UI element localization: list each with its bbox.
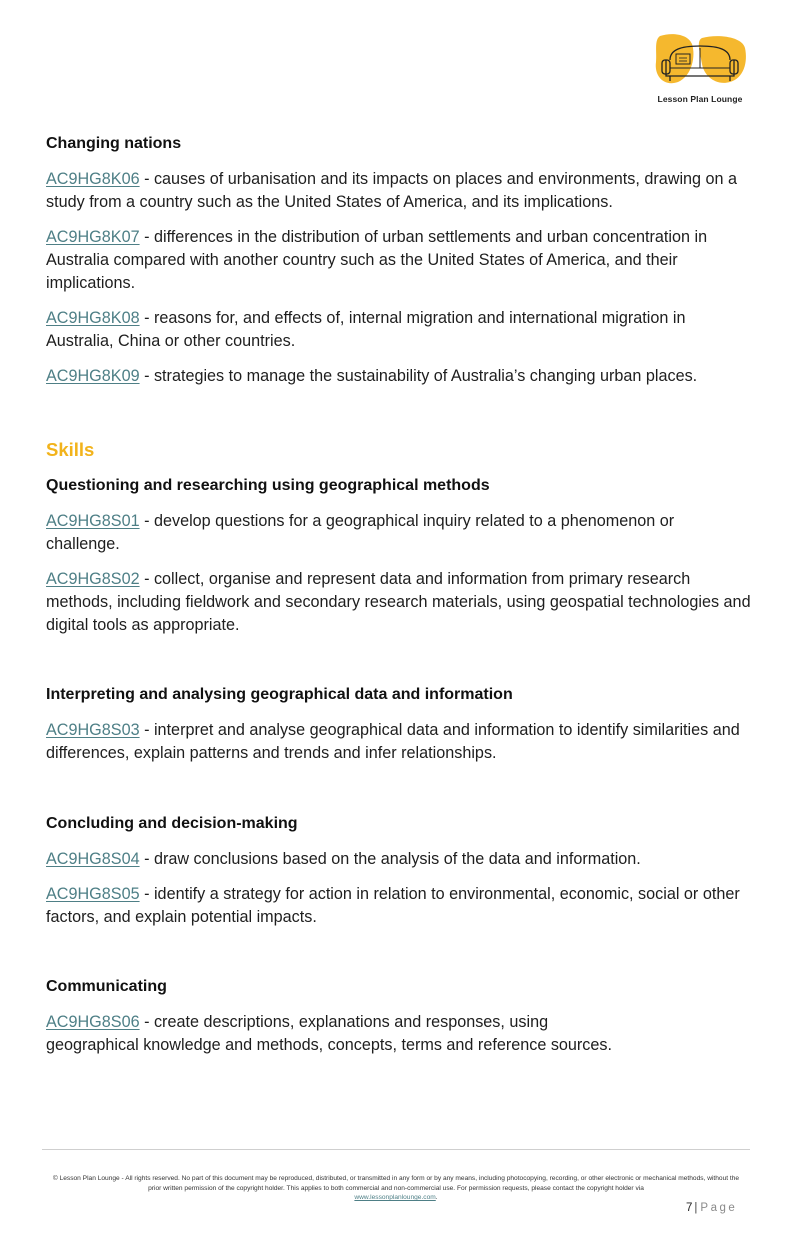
list-item <box>46 883 752 929</box>
list-item <box>46 1011 752 1057</box>
lesson-plan-lounge-logo <box>652 32 748 108</box>
item-description: - reasons for, and effects of, internal migration and international migration in Australia, China or other countries. <box>46 309 686 350</box>
heading-interpreting: Interpreting and analysing geographical data and information <box>46 686 513 703</box>
page-label: Page <box>700 1202 738 1214</box>
item-description: - collect, organise and represent data and information from primary research methods, including fieldwork and secondary research materials, using geospatial technologies and digital tools as appropriate. <box>46 570 751 634</box>
list-item <box>46 848 752 871</box>
list-item <box>46 226 752 295</box>
logo-text: Lesson Plan Lounge <box>657 94 743 104</box>
item-description: - draw conclusions based on the analysis of the data and information. <box>139 850 641 868</box>
curriculum-code-link[interactable]: AC9HG8K06 <box>46 170 140 188</box>
curriculum-code-link[interactable]: AC9HG8S06 <box>46 1013 140 1031</box>
copyright-text: © Lesson Plan Lounge - All rights reserved. No part of this document may be reproduced, distributed, or transmitted in any form or by any means, including photocopying, recording, or other electronic or mechanical methods, without the prior written permission of the copyright holder. This applies to both commercial and non-commercial use. For permission requests, please contact the copyright holder via <box>52 1175 740 1192</box>
curriculum-code-link[interactable]: AC9HG8S04 <box>46 850 140 868</box>
page-number-value: 7 <box>686 1202 693 1214</box>
list-item <box>46 307 752 353</box>
list-item <box>46 510 752 556</box>
section-title-skills: Skills <box>46 439 95 460</box>
list-item <box>46 365 752 388</box>
curriculum-code-link[interactable]: AC9HG8S01 <box>46 512 140 530</box>
item-description: - identify a strategy for action in relation to environmental, economic, social or other factors, and explain potential impacts. <box>46 885 740 926</box>
item-description: - strategies to manage the sustainability of Australia’s changing urban places. <box>139 367 698 385</box>
curriculum-code-link[interactable]: AC9HG8S03 <box>46 721 140 739</box>
couch-logo-icon <box>652 32 748 92</box>
heading-changing-nations: Changing nations <box>46 135 182 152</box>
item-description: - causes of urbanisation and its impacts on places and environments, drawing on a study from a country such as the United States of America, and its implications. <box>46 170 738 211</box>
curriculum-code-link[interactable]: AC9HG8K08 <box>46 309 140 327</box>
website-link[interactable]: www.lessonplanlounge.com <box>354 1194 436 1201</box>
heading-communicating: Communicating <box>46 978 167 995</box>
heading-questioning: Questioning and researching using geographical methods <box>46 477 490 494</box>
link-suffix: . <box>435 1194 438 1201</box>
curriculum-code-link[interactable]: AC9HG8S02 <box>46 570 140 588</box>
curriculum-code-link[interactable]: AC9HG8K09 <box>46 367 140 385</box>
heading-concluding: Concluding and decision-making <box>46 815 298 832</box>
item-description: - interpret and analyse geographical data and information to identify similarities and differences, explain patterns and trends and infer relationships. <box>46 721 740 762</box>
page-number <box>686 1202 737 1214</box>
item-description-line-2: geographical knowledge and methods, concepts, terms and reference sources. <box>46 1036 612 1054</box>
curriculum-code-link[interactable]: AC9HG8S05 <box>46 885 140 903</box>
item-description: - differences in the distribution of urban settlements and urban concentration in Australia compared with another country such as the United States of America, and their implications. <box>46 228 708 292</box>
list-item <box>46 568 752 637</box>
item-description-line-1: - create descriptions, explanations and responses, using <box>139 1013 549 1031</box>
page-separator: | <box>694 1202 698 1214</box>
item-description: - develop questions for a geographical inquiry related to a phenomenon or challenge. <box>46 512 675 553</box>
footer-copyright <box>50 1174 742 1203</box>
curriculum-code-link[interactable]: AC9HG8K07 <box>46 228 140 246</box>
footer-divider <box>42 1149 750 1150</box>
list-item <box>46 719 752 765</box>
list-item <box>46 168 752 214</box>
